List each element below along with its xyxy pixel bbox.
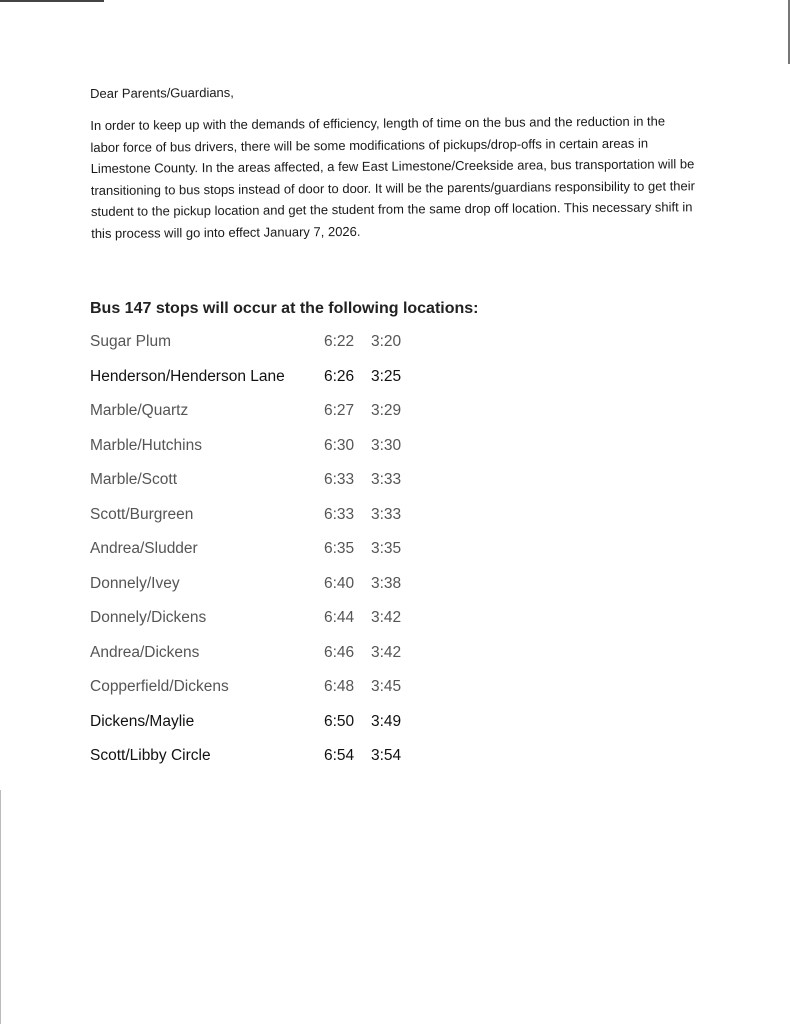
stop-row bbox=[90, 540, 510, 575]
stop-pickup-time: 6:22 bbox=[324, 333, 355, 350]
stop-location: Marble/Hutchins bbox=[90, 436, 202, 454]
stop-row bbox=[90, 644, 510, 679]
stop-pickup-time: 6:50 bbox=[324, 712, 355, 730]
stop-location: Henderson/Henderson Lane bbox=[90, 367, 285, 385]
stop-location: Scott/Libby Circle bbox=[90, 747, 211, 764]
stop-row bbox=[90, 713, 510, 748]
letter-body bbox=[90, 79, 703, 244]
stop-row bbox=[90, 506, 510, 541]
stop-row bbox=[90, 471, 510, 506]
stop-dropoff-time: 3:25 bbox=[371, 367, 402, 385]
stop-pickup-time: 6:30 bbox=[324, 436, 355, 454]
stop-dropoff-time: 3:42 bbox=[371, 643, 402, 661]
stop-location: Marble/Quartz bbox=[90, 402, 189, 419]
scan-edge-left bbox=[0, 790, 1, 1024]
stop-row bbox=[90, 575, 510, 610]
stop-row bbox=[90, 609, 510, 644]
stops-table bbox=[90, 333, 510, 782]
scan-edge-right bbox=[788, 0, 790, 64]
stop-pickup-time: 6:44 bbox=[324, 609, 355, 626]
stop-pickup-time: 6:26 bbox=[324, 367, 355, 385]
stop-pickup-time: 6:35 bbox=[324, 540, 355, 557]
notice-paragraph: In order to keep up with the demands of efficiency, length of time on the bus and the reduction in the labor force of bus drivers, there will be some modifications of pickups/drop-offs in certain areas in Limestone County. In the areas affected, a few East Limestone/Creekside area, bus transportation will be transitioning to bus stops instead of door to door. It will be the parents/guardians responsibility to get their student to the pickup location and get the student from the same drop off location. This necessary shift in this process will go into effect January 7, 2026. bbox=[90, 113, 696, 241]
stop-pickup-time: 6:33 bbox=[324, 505, 355, 523]
stop-dropoff-time: 3:45 bbox=[371, 678, 402, 695]
stop-pickup-time: 6:46 bbox=[324, 643, 355, 661]
stop-dropoff-time: 3:49 bbox=[371, 712, 402, 730]
stop-row bbox=[90, 747, 510, 782]
stop-location: Dickens/Maylie bbox=[90, 712, 195, 730]
stop-dropoff-time: 3:38 bbox=[371, 574, 402, 592]
stop-dropoff-time: 3:30 bbox=[371, 436, 402, 454]
stop-row bbox=[90, 333, 510, 368]
stop-location: Marble/Scott bbox=[90, 471, 178, 488]
stop-dropoff-time: 3:54 bbox=[371, 747, 402, 764]
stop-row bbox=[90, 368, 510, 403]
salutation: Dear Parents/Guardians, bbox=[90, 84, 234, 101]
stop-location: Copperfield/Dickens bbox=[90, 678, 229, 695]
stop-pickup-time: 6:33 bbox=[324, 471, 355, 488]
stop-row bbox=[90, 678, 510, 713]
stop-dropoff-time: 3:33 bbox=[371, 505, 402, 523]
stop-pickup-time: 6:48 bbox=[324, 678, 355, 695]
stop-row bbox=[90, 402, 510, 437]
stop-location: Sugar Plum bbox=[90, 333, 171, 350]
stop-dropoff-time: 3:35 bbox=[371, 540, 402, 557]
stop-location: Andrea/Dickens bbox=[90, 643, 200, 661]
stop-location: Donnely/Dickens bbox=[90, 609, 207, 626]
stop-row bbox=[90, 437, 510, 472]
stops-heading: Bus 147 stops will occur at the following locations: bbox=[90, 300, 479, 317]
stop-pickup-time: 6:54 bbox=[324, 747, 355, 764]
stop-dropoff-time: 3:29 bbox=[371, 402, 402, 419]
stop-location: Donnely/Ivey bbox=[90, 574, 180, 592]
stop-dropoff-time: 3:20 bbox=[371, 333, 402, 350]
stop-pickup-time: 6:40 bbox=[324, 574, 355, 592]
stop-location: Andrea/Sludder bbox=[90, 540, 198, 557]
stop-dropoff-time: 3:42 bbox=[371, 609, 402, 626]
stop-location: Scott/Burgreen bbox=[90, 505, 194, 523]
stop-dropoff-time: 3:33 bbox=[371, 471, 402, 488]
scan-edge-top bbox=[0, 0, 104, 2]
stop-pickup-time: 6:27 bbox=[324, 402, 355, 419]
